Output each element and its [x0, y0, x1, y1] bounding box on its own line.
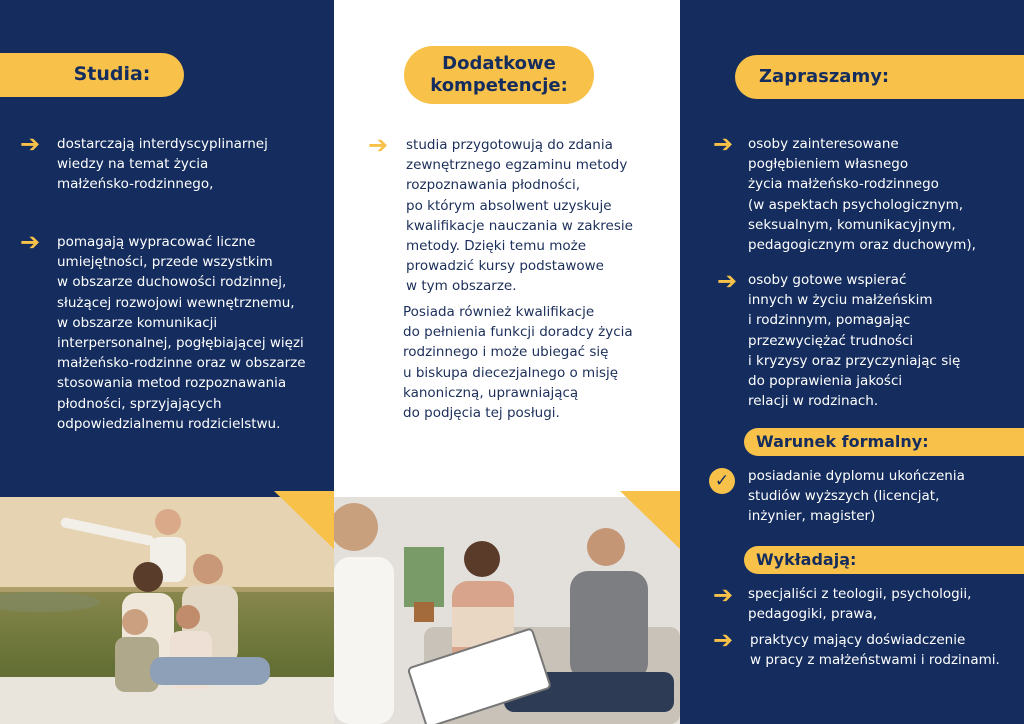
arrow-right-icon: ➔: [368, 131, 389, 159]
studia-item-1: dostarczają interdyscyplinarnej wiedzy na temat życia małżeńsko-rodzinnego,: [57, 136, 268, 193]
warunek-text: posiadanie dyplomu ukończenia studiów wyższych (licencjat, inżynier, magister): [748, 468, 965, 525]
wykladaja-item-1: specjaliści z teologii, psychologii, pedagogiki, prawa,: [748, 586, 972, 623]
arrow-right-icon: ➔: [20, 228, 41, 256]
middle-panel: [334, 0, 680, 724]
check-circle-icon: ✓: [709, 468, 735, 494]
right-panel: [680, 0, 1024, 724]
wykladaja-item-2: praktycy mający doświadczenie w pracy z małżeństwami i rodzinami.: [750, 632, 1000, 669]
arrow-right-icon: ➔: [713, 626, 734, 654]
studia-heading: Studia:: [0, 53, 184, 97]
arrow-right-icon: ➔: [713, 130, 734, 158]
wykladaja-heading: Wykładają:: [744, 546, 1024, 574]
zapraszamy-heading: Zapraszamy:: [735, 55, 1024, 99]
zapraszamy-item-1: osoby zainteresowane pogłębieniem własnego życia małżeńsko-rodzinnego (w aspektach psychologicznym, seksualnym, komunikacyjnym, pedagogicznym oraz duchowym),: [748, 136, 976, 254]
left-panel: [0, 0, 334, 724]
dodatkowe-heading: Dodatkowe kompetencje:: [404, 46, 594, 104]
warunek-heading: Warunek formalny:: [744, 428, 1024, 456]
arrow-right-icon: ➔: [713, 581, 734, 609]
kompetencje-paragraph: Posiada również kwalifikacje do pełnienia funkcji doradcy życia rodzinnego i może ubiegać się u biskupa diecezjalnego o misję kanoniczną, uprawniającą do podjęcia tej posługi.: [403, 304, 633, 422]
studia-item-2: pomagają wypracować liczne umiejętności, przede wszystkim w obszarze duchowości rodzinnej, służącej rozwojowi wewnętrznemu, w obszarze komunikacji interpersonalnej, pogłębiającej więzi małżeńsko-rodzinne oraz w obszarze stosowania metod rozpoznawania płodności, sprzyjających odpowiedzialnemu rodzicielstwu.: [57, 234, 306, 432]
zapraszamy-item-2: osoby gotowe wspierać innych w życiu małżeńskim i rodzinnym, pomagając przezwyciężać trudności i kryzysy oraz przyczyniając się do poprawienia jakości relacji w rodzinach.: [748, 272, 961, 410]
kompetencje-item: studia przygotowują do zdania zewnętrznego egzaminu metody rozpoznawania płodności, po którym absolwent uzyskuje kwalifikacje nauczania w zakresie metody. Dzięki temu może prowadzić kursy podstawowe w tym obszarze.: [406, 137, 633, 295]
arrow-right-icon: ➔: [20, 130, 41, 158]
arrow-right-icon: ➔: [717, 267, 738, 295]
corner-triangle-decoration: [620, 491, 680, 549]
corner-triangle-decoration: [274, 491, 334, 549]
